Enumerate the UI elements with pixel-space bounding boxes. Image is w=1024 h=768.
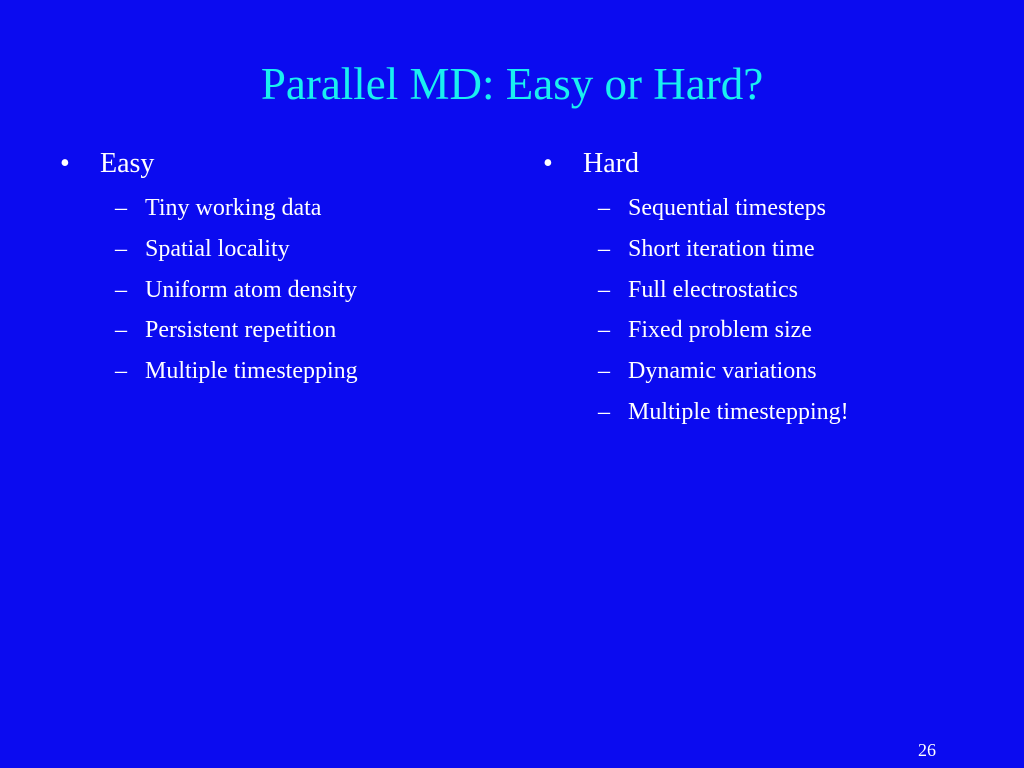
hard-sub-list (543, 188, 983, 433)
list-item-text: Multiple timestepping! (628, 398, 849, 425)
list-item (543, 392, 983, 433)
easy-sub-list (60, 188, 480, 392)
dash-icon: – (598, 398, 610, 425)
hard-heading: Hard (583, 148, 639, 179)
dash-icon: – (598, 195, 610, 221)
bullet-icon: • (543, 148, 553, 179)
list-item-text: Fixed problem size (628, 317, 812, 344)
dash-icon: – (598, 358, 610, 385)
list-item-text: Persistent repetition (145, 317, 337, 344)
page-number: 26 (918, 740, 936, 760)
easy-bullet (60, 144, 480, 184)
list-item (60, 188, 480, 229)
hard-column (543, 144, 983, 433)
dash-icon: – (598, 276, 610, 303)
dash-icon: – (598, 235, 610, 262)
bullet-icon: • (60, 148, 70, 179)
list-item (60, 310, 480, 351)
list-item-text: Short iteration time (628, 235, 815, 262)
list-item (543, 188, 983, 229)
list-item (543, 310, 983, 351)
easy-heading: Easy (100, 148, 155, 179)
list-item-text: Spatial locality (145, 235, 290, 262)
slide-title: Parallel MD: Easy or Hard? (260, 59, 764, 109)
list-item (60, 270, 480, 311)
hard-bullet (543, 144, 983, 184)
list-item (60, 351, 480, 392)
list-item (60, 229, 480, 270)
list-item-text: Multiple timestepping (145, 358, 358, 385)
easy-column (60, 144, 480, 392)
list-item (543, 229, 983, 270)
list-item-text: Full electrostatics (628, 276, 798, 303)
list-item-text: Dynamic variations (628, 358, 817, 385)
list-item-text: Uniform atom density (145, 276, 357, 303)
dash-icon: – (598, 317, 610, 344)
list-item (543, 351, 983, 392)
dash-icon: – (115, 276, 127, 303)
dash-icon: – (115, 235, 127, 262)
list-item-text: Tiny working data (145, 195, 322, 221)
dash-icon: – (115, 317, 127, 344)
dash-icon: – (115, 358, 127, 385)
dash-icon: – (115, 195, 127, 221)
list-item (543, 270, 983, 311)
list-item-text: Sequential timesteps (628, 195, 826, 221)
